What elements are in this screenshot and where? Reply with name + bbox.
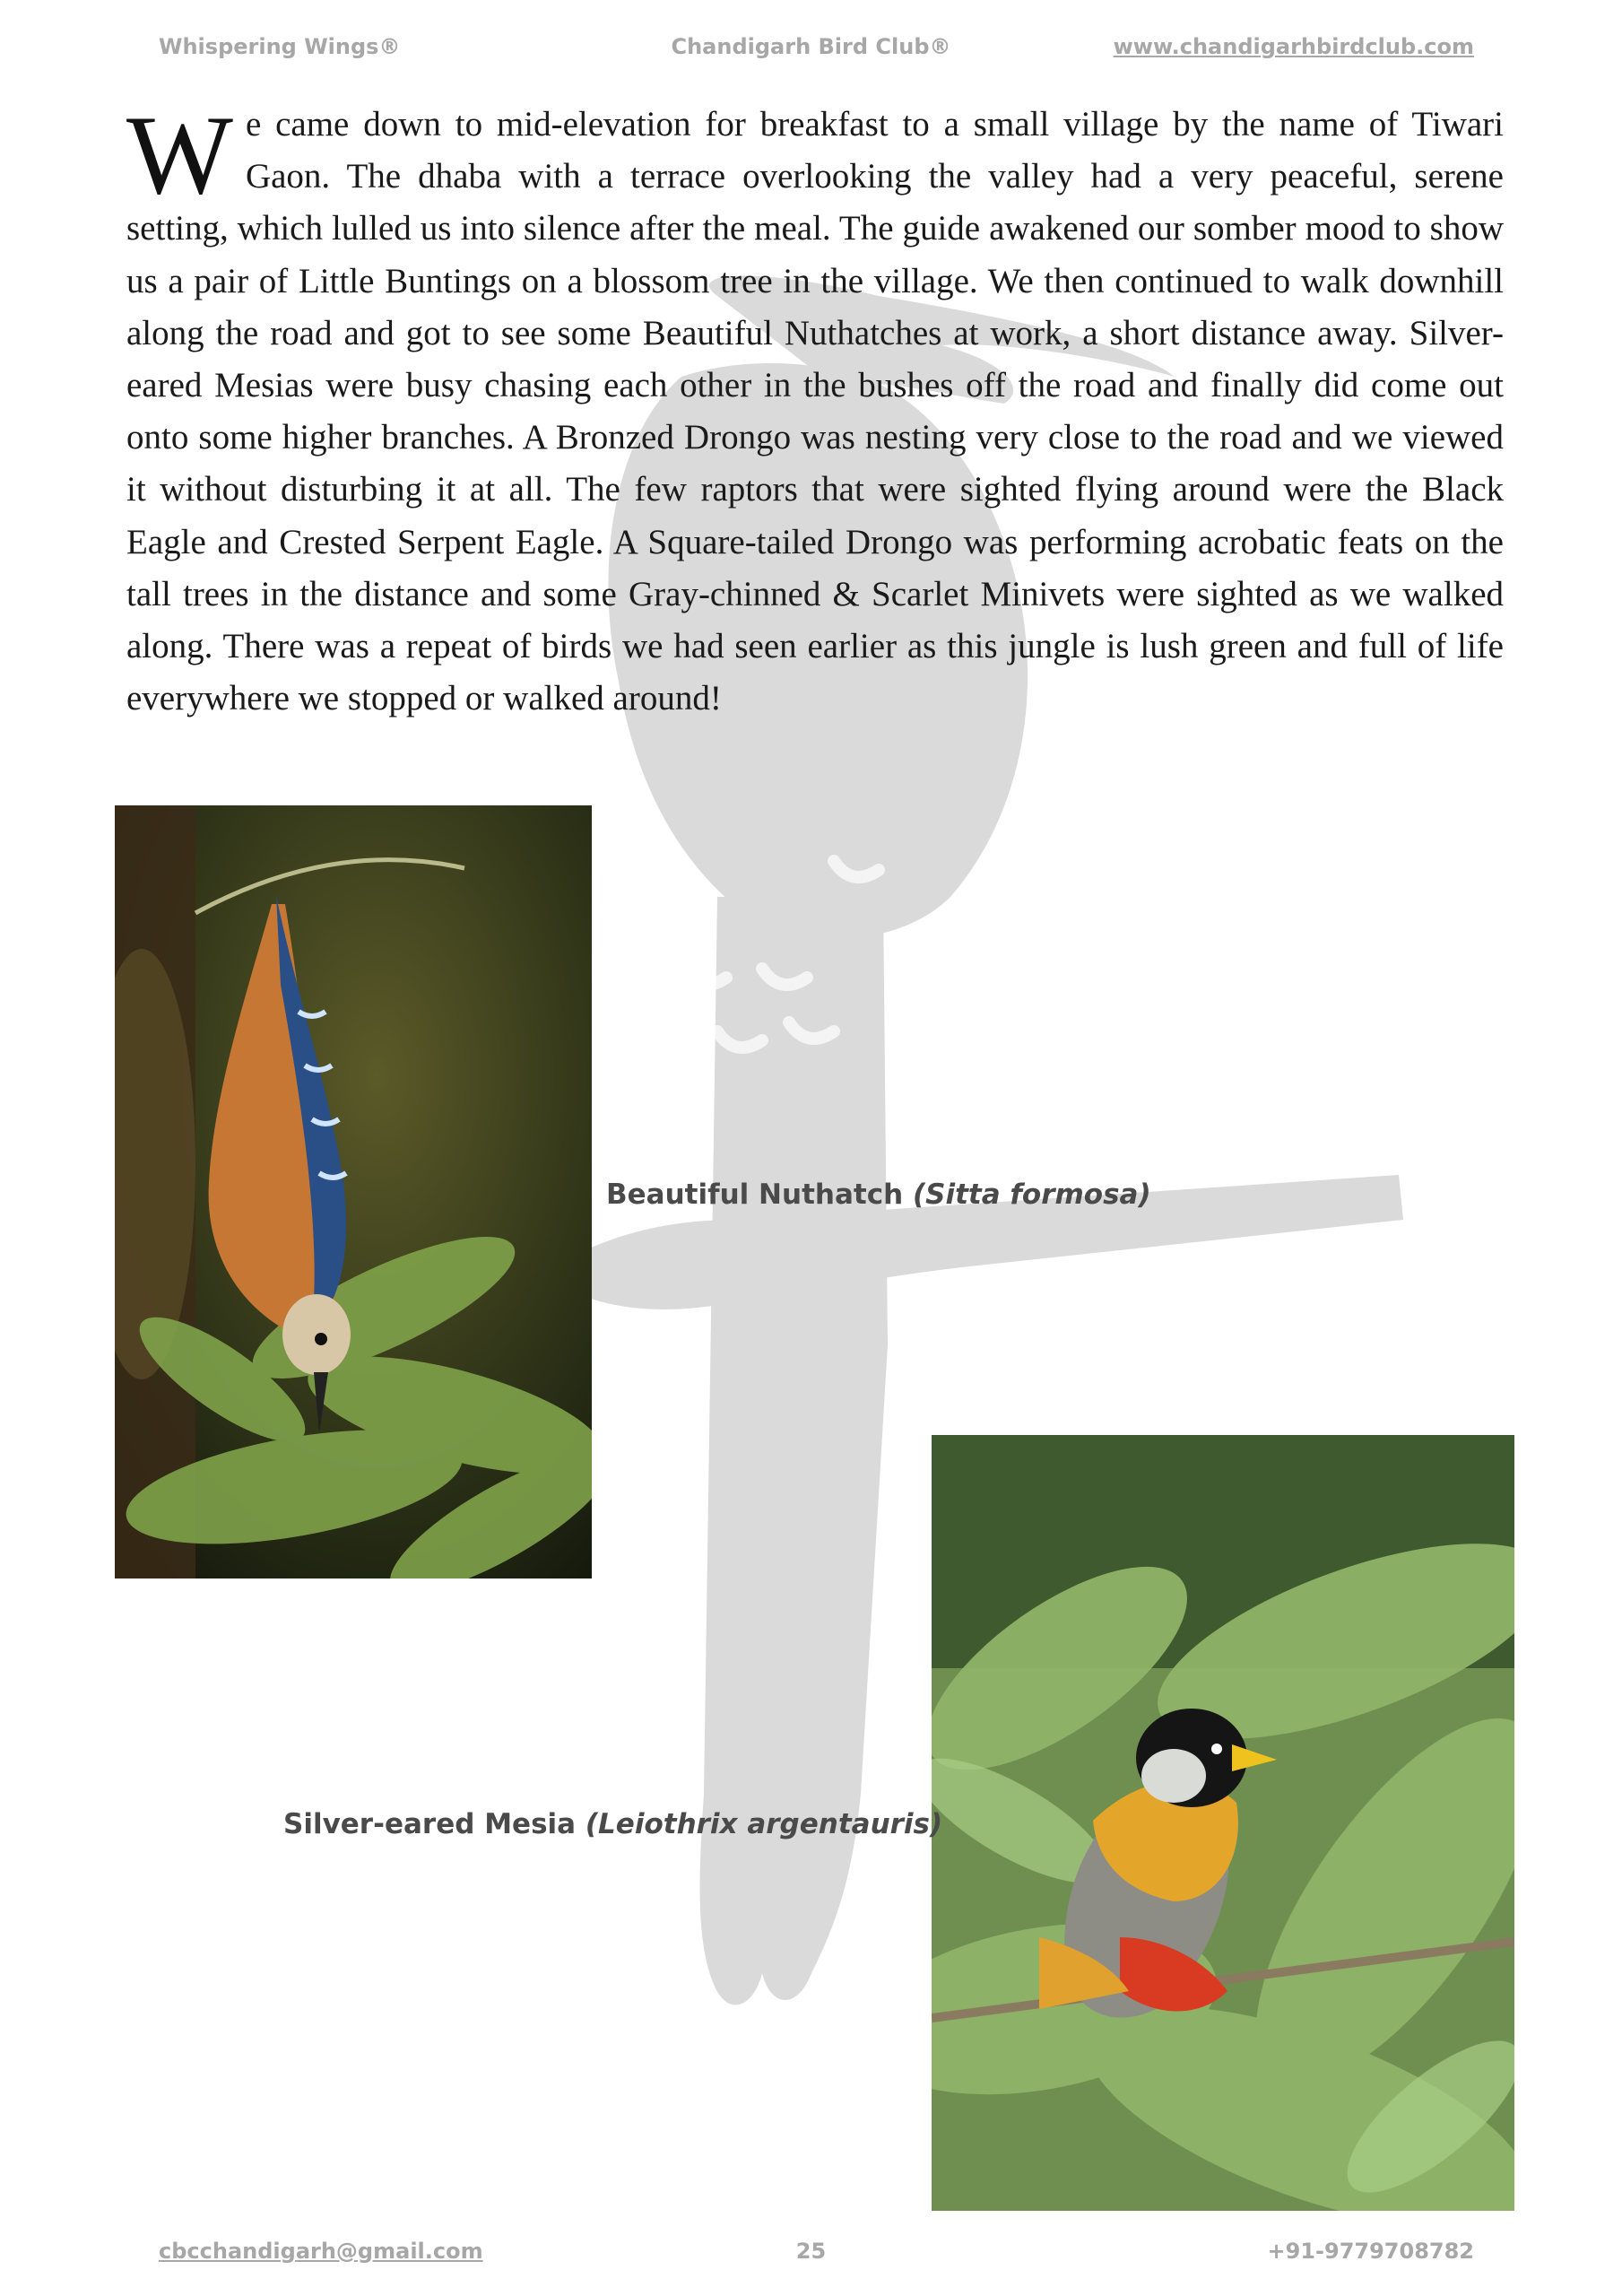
article-paragraph: e came down to mid-elevation for breakfast to a small village by the name of Tiwari Gaon. The dhaba with a terrace overlooking the valley had a very peaceful, serene setting, which lulled us into silence after the meal. The guide awakened our somber mood to show us a pair of Little Buntings on a blossom tree in the village. We then continued to walk downhill along the road and got to see some Beautiful Nuthatches at work, a short distance away. Silver-eared Mesias were busy chasing each other in the bushes off the road and finally did come out onto some higher branches. A Bronzed Drongo was nesting very close to the road and we viewed it without disturbing it at all. The few raptors that were sighted flying around were the Black Eagle and Crested Serpent Eagle. A Square-tailed Drongo was performing acrobatic feats on the tall trees in the distance and some Gray-chinned & Scarlet Minivets were sighted as we walked along. There was a repeat of birds we had seen earlier as this jungle is lush green and full of life everywhere we stopped or walked around!	[126, 105, 1504, 718]
phone-number: +91-9779708782	[1267, 2239, 1474, 2264]
page-header	[0, 34, 1622, 88]
drop-cap: W	[126, 93, 233, 218]
mesia-caption	[283, 1808, 942, 1840]
mesia-photo	[932, 1435, 1514, 2211]
mesia-common-name: Silver-eared Mesia	[283, 1808, 577, 1840]
page-footer	[0, 2239, 1622, 2292]
website-link[interactable]: www.chandigarhbirdclub.com	[1113, 34, 1474, 59]
nuthatch-caption	[606, 1178, 1151, 1211]
publication-name: Whispering Wings®	[159, 34, 401, 59]
page-number: 25	[795, 2239, 827, 2264]
mesia-scientific-name: (Leiothrix argentauris)	[585, 1808, 943, 1840]
nuthatch-photo	[115, 805, 592, 1578]
club-name: Chandigarh Bird Club®	[671, 34, 951, 59]
nuthatch-common-name: Beautiful Nuthatch	[606, 1178, 904, 1211]
email-link[interactable]: cbcchandigarh@gmail.com	[159, 2239, 483, 2264]
article-body	[126, 93, 1504, 725]
nuthatch-scientific-name: (Sitta formosa)	[912, 1178, 1151, 1211]
